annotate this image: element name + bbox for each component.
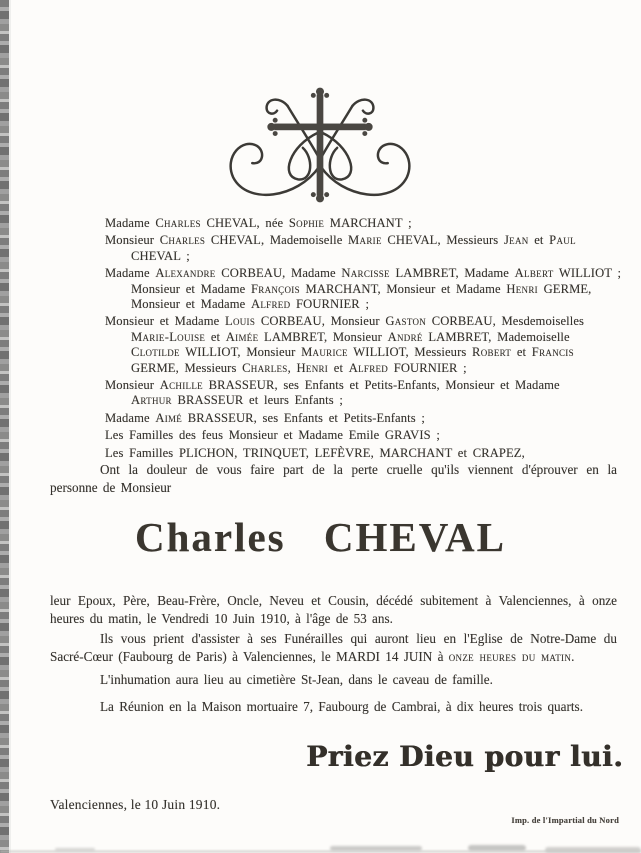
- text-segment: CORBEAU, Madame: [215, 266, 342, 281]
- text-segment: Marie-Louise: [131, 329, 206, 344]
- family-line: [105, 393, 615, 408]
- text-segment: ,: [287, 360, 297, 375]
- family-line: [105, 233, 615, 248]
- family-line: [105, 345, 615, 360]
- text-segment: CORBEAU, Mesdemoiselles: [426, 314, 585, 329]
- text-segment: et: [205, 329, 226, 344]
- text-segment: GERME,: [537, 281, 592, 296]
- text-segment: CHEVAL, Messieurs: [381, 233, 504, 248]
- text-segment: FOURNIER ;: [388, 360, 467, 375]
- scan-edge-artifact: [0, 0, 11, 853]
- intro-paragraph: Ont la douleur de vous faire part de la perte cruelle qu'ils viennent d'éprouver en la personne de Monsieur: [50, 462, 617, 495]
- text-segment: Jean: [503, 233, 529, 248]
- text-segment: Monsieur et Madame: [131, 281, 251, 296]
- text-segment: Madame: [105, 216, 156, 230]
- family-line: [105, 428, 615, 443]
- text-segment: Robert: [472, 345, 512, 360]
- family-line: [105, 446, 615, 461]
- text-segment: BRASSEUR et leurs Enfants ;: [171, 393, 344, 408]
- text-segment: CHEVAL, Mademoiselle: [205, 233, 349, 248]
- text-segment: onze heures du matin.: [448, 648, 575, 664]
- text-segment: et: [511, 345, 532, 360]
- text-segment: Clotilde: [131, 345, 180, 360]
- text-segment: Achille: [159, 378, 203, 393]
- text-segment: WILLIOT, Messieurs: [347, 345, 473, 360]
- text-segment: Les Familles PLICHON, TRINQUET, LEFÈVRE, MARCHANT et CRAPEZ,: [105, 445, 525, 460]
- text-segment: MARCHANT, Monsieur et Madame: [299, 281, 507, 296]
- text-segment: WILLIOT ;: [553, 266, 622, 281]
- text-segment: Alfred: [348, 360, 389, 375]
- text-segment: et: [328, 360, 349, 375]
- family-line: [105, 411, 615, 426]
- cross-flourish-ornament: [203, 83, 437, 207]
- text-segment: André: [387, 329, 423, 344]
- text-segment: Aimé: [155, 410, 183, 425]
- text-segment: Arthur: [131, 393, 172, 408]
- prayer-line: Priez Dieu pour lui.: [306, 740, 624, 773]
- text-segment: Alexandre: [155, 266, 216, 281]
- text-segment: BRASSEUR, ses Enfants et Petits-Enfants, Monsieur et Madame: [202, 378, 560, 393]
- family-line: [105, 216, 615, 231]
- text-segment: Madame: [105, 266, 156, 281]
- text-segment: Francis: [531, 345, 574, 360]
- text-segment: MARCHANT ;: [324, 216, 412, 230]
- text-segment: BRASSEUR, ses Enfants et Petits-Enfants ;: [182, 410, 425, 425]
- text-segment: Paul: [549, 233, 576, 248]
- cross-icon: [267, 88, 372, 203]
- text-segment: Charles: [155, 216, 201, 230]
- family-line: [105, 249, 615, 264]
- text-segment: et: [528, 233, 550, 248]
- text-segment: Gaston: [385, 314, 427, 329]
- text-segment: Monsieur: [105, 378, 160, 393]
- text-segment: Les Familles des feus Monsieur et Madame Emile GRAVIS ;: [105, 428, 441, 443]
- family-line: [105, 266, 622, 281]
- text-segment: François: [250, 281, 300, 296]
- text-segment: Monsieur et Madame: [105, 314, 225, 329]
- text-segment: FOURNIER ;: [290, 297, 370, 312]
- text-segment: CHEVAL, née: [200, 216, 289, 230]
- family-list: [105, 216, 622, 461]
- inhumation-paragraph: L'inhumation aura lieu au cimetière St-Jean, dans le caveau de famille.: [100, 672, 493, 687]
- text-segment: LAMBRET, Madame: [389, 266, 515, 281]
- text-segment: Louis: [224, 314, 256, 329]
- relations-paragraph: leur Epoux, Père, Beau-Frère, Oncle, Neveu et Cousin, décédé subitement à Valenciennes, à onze heures du matin, le Vendredi 10 Juin 1910, à l'âge de 53 ans.: [50, 593, 617, 626]
- family-line: [105, 330, 615, 345]
- text-segment: GERME, Messieurs: [131, 360, 243, 375]
- text-segment: Monsieur: [105, 233, 160, 248]
- family-line: [105, 297, 615, 312]
- text-segment: Albert: [514, 266, 554, 281]
- text-segment: Monsieur et Madame: [131, 297, 251, 312]
- family-line: [105, 378, 615, 393]
- family-line: [105, 361, 615, 376]
- text-segment: Henri: [296, 360, 329, 375]
- dateline: Valenciennes, le 10 Juin 1910.: [50, 797, 221, 812]
- text-segment: Madame: [105, 410, 156, 425]
- text-segment: Charles: [242, 360, 288, 375]
- printer-credit: Imp. de l'Impartial du Nord: [511, 815, 619, 825]
- funeral-paragraph: [50, 630, 617, 665]
- text-segment: Aimée: [225, 329, 259, 344]
- text-segment: Marie: [348, 233, 382, 248]
- deceased-name: Charles CHEVAL: [134, 514, 507, 560]
- text-segment: CORBEAU, Monsieur: [255, 314, 386, 329]
- text-segment: CHEVAL ;: [131, 248, 190, 263]
- text-segment: LAMBRET, Monsieur: [258, 329, 388, 344]
- family-line: [105, 314, 615, 329]
- text-segment: Ils vous prient d'assister à ses Funérailles qui auront lieu en l'Eglise de Notre-Dame du Sacré-Cœur (Faubourg de Paris) à Valenciennes, le MARDI 14 JUIN à: [50, 631, 617, 664]
- text-segment: Henri: [506, 281, 538, 296]
- text-segment: Alfred: [250, 297, 291, 312]
- reunion-paragraph: La Réunion en la Maison mortuaire 7, Faubourg de Cambrai, à dix heures trois quarts.: [100, 699, 583, 714]
- text-segment: Maurice: [301, 345, 348, 360]
- text-segment: LAMBRET, Mademoiselle: [422, 329, 570, 344]
- text-segment: Sophie: [288, 216, 325, 230]
- text-segment: WILLIOT, Monsieur: [179, 345, 302, 360]
- text-segment: Charles: [159, 233, 206, 248]
- family-line: [105, 282, 615, 297]
- text-segment: Narcisse: [341, 266, 390, 281]
